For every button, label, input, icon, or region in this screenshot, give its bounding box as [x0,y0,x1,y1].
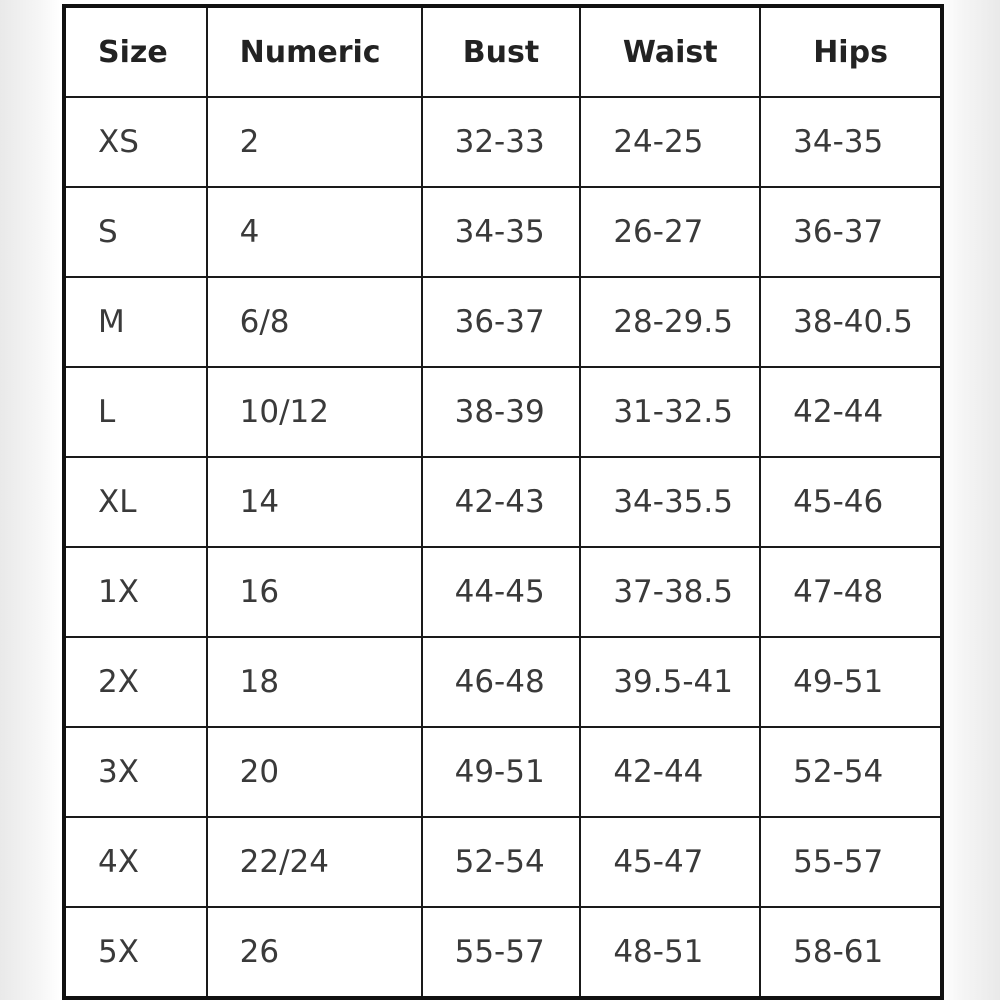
header-bust: Bust [422,6,581,97]
bust-cell: 34-35 [422,187,581,277]
bust-cell: 49-51 [422,727,581,817]
size-chart-table [62,4,944,1000]
table-row [64,547,942,637]
size-cell: XL [64,457,207,547]
hips-cell: 34-35 [760,97,942,187]
waist-cell: 37-38.5 [580,547,760,637]
size-cell: 1X [64,547,207,637]
hips-cell: 47-48 [760,547,942,637]
size-cell: S [64,187,207,277]
size-cell: XS [64,97,207,187]
table-row [64,367,942,457]
numeric-cell: 4 [207,187,422,277]
size-cell: 5X [64,907,207,998]
waist-cell: 34-35.5 [580,457,760,547]
waist-cell: 48-51 [580,907,760,998]
table-row [64,817,942,907]
waist-cell: 42-44 [580,727,760,817]
waist-cell: 24-25 [580,97,760,187]
table-header-row [64,6,942,97]
numeric-cell: 26 [207,907,422,998]
bust-cell: 52-54 [422,817,581,907]
header-numeric: Numeric [207,6,422,97]
numeric-cell: 14 [207,457,422,547]
bust-cell: 46-48 [422,637,581,727]
size-chart [62,4,944,1000]
bust-cell: 32-33 [422,97,581,187]
table-row [64,277,942,367]
hips-cell: 58-61 [760,907,942,998]
size-cell: M [64,277,207,367]
table-row [64,637,942,727]
hips-cell: 42-44 [760,367,942,457]
numeric-cell: 18 [207,637,422,727]
size-cell: 3X [64,727,207,817]
table-row [64,907,942,998]
waist-cell: 45-47 [580,817,760,907]
header-hips: Hips [760,6,942,97]
bust-cell: 55-57 [422,907,581,998]
hips-cell: 36-37 [760,187,942,277]
hips-cell: 45-46 [760,457,942,547]
waist-cell: 26-27 [580,187,760,277]
size-cell: 4X [64,817,207,907]
numeric-cell: 2 [207,97,422,187]
bust-cell: 38-39 [422,367,581,457]
table-body [64,97,942,998]
table-row [64,187,942,277]
bust-cell: 44-45 [422,547,581,637]
hips-cell: 55-57 [760,817,942,907]
hips-cell: 52-54 [760,727,942,817]
size-cell: L [64,367,207,457]
bust-cell: 42-43 [422,457,581,547]
table-row [64,727,942,817]
numeric-cell: 22/24 [207,817,422,907]
table-row [64,457,942,547]
hips-cell: 49-51 [760,637,942,727]
numeric-cell: 16 [207,547,422,637]
numeric-cell: 20 [207,727,422,817]
waist-cell: 31-32.5 [580,367,760,457]
size-cell: 2X [64,637,207,727]
bust-cell: 36-37 [422,277,581,367]
numeric-cell: 6/8 [207,277,422,367]
header-waist: Waist [580,6,760,97]
header-size: Size [64,6,207,97]
waist-cell: 39.5-41 [580,637,760,727]
numeric-cell: 10/12 [207,367,422,457]
hips-cell: 38-40.5 [760,277,942,367]
table-row [64,97,942,187]
waist-cell: 28-29.5 [580,277,760,367]
